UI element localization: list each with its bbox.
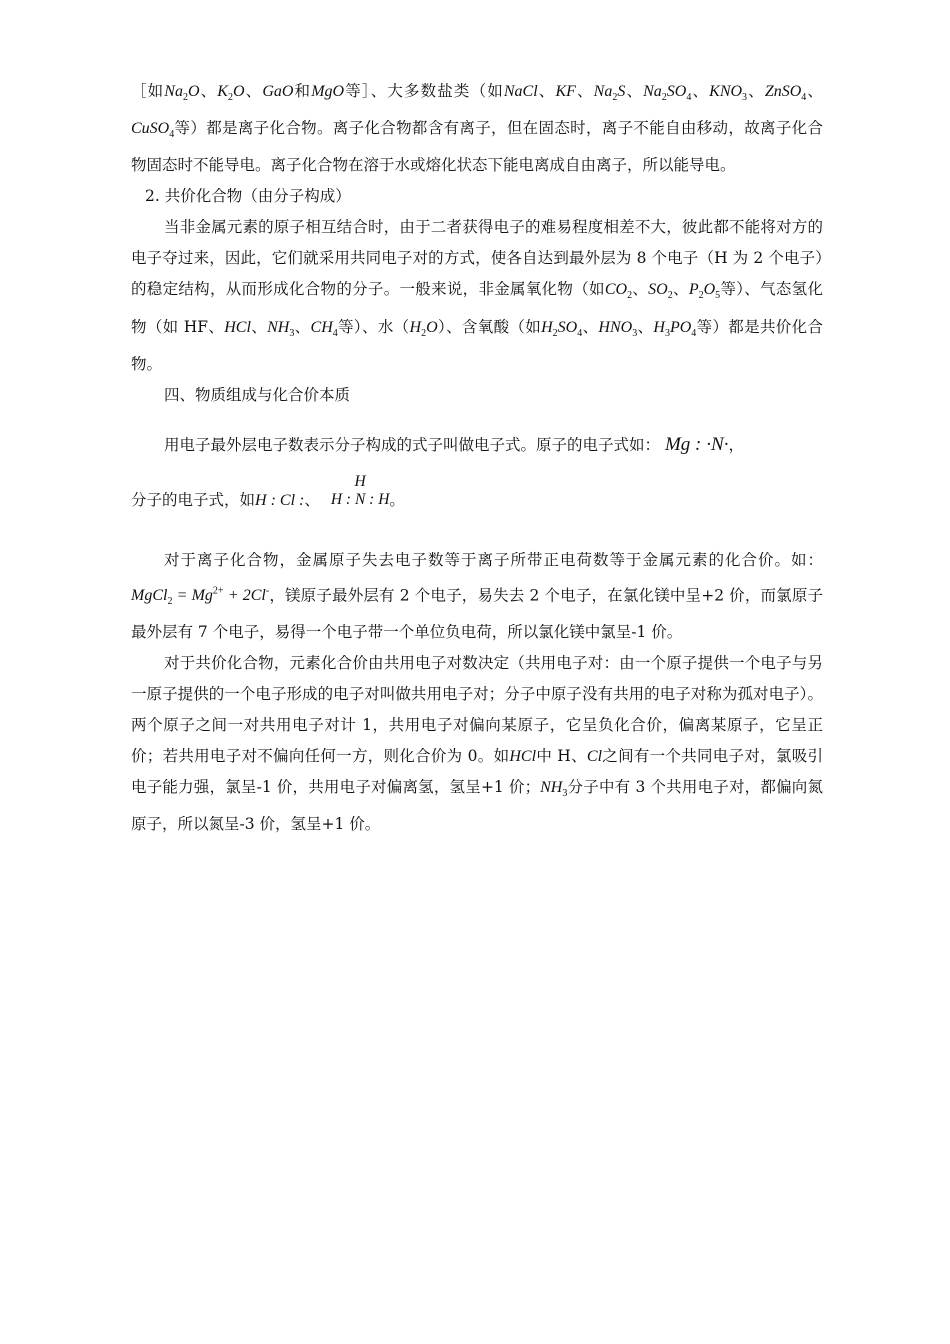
formula-kno3: $KNO_3$ xyxy=(709,83,748,104)
formula-co2: $CO_2$ xyxy=(604,281,633,302)
section-heading-covalent: 2. 共价化合物（由分子构成） xyxy=(145,187,351,206)
paragraph-covalent-compounds: 当非金属元素的原子相互结合时，由于二者获得电子的难易程度相差不大，彼此都不能将对方的电子夺过来，因此，它们就采用共同电子对的方式，使各自达到最外层为 8 个电子（H 为 2 个电子）的稳定结构，从而形成化合物的分子。一般来说，非金属氧化物（如$CO_2$、$SO_2$、$P_2O_5$等）、气态氢化物（如 HF、HCl、$NH_3$、$CH_4$等）、水$(H_2O)$、含氧酸（如$H_2SO_4$、$HNO_3$、$H_3PO_4$等）都是共价化合物。 xyxy=(131,218,823,373)
paragraph-ionic-valence: 对于离子化合物，金属原子失去电子数等于离子所带正电荷数等于金属元素的化合价。如：MgCl$_2$ = $Mg^{2+} + 2Cl^-$，镁原子最外层有 2 个电子，易失去 2 个电子，在氯化镁中呈+2 价，而氯原子最外层有 7 个电子，易得一个电子带一个单位负电荷，所以氯化镁中氯呈-1 价。 xyxy=(131,550,823,642)
formula-na2so4: $Na_2SO_4$ xyxy=(643,83,692,104)
formula-so2: $SO_2$ xyxy=(648,281,673,302)
formula-na2s: $Na_2S$ xyxy=(593,83,626,104)
formula-ch4: $CH_4$ xyxy=(310,318,338,339)
formula-mgcl2-ionization: MgCl$_2$ = $Mg^{2+} + 2Cl^-$ xyxy=(131,585,270,608)
paragraph-covalent-valence: 对于共价化合物，元素化合价由共用电子对数决定（共用电子对：由一个原子提供一个电子与另一原子提供的一个电子形成的电子对叫做共用电子对；分子中原子没有共用的电子对称为孤对电子）。两个原子之间一对共用电子对计 1，共用电子对偏向某原子，它呈负化合价，偏离某原子，它呈正价；若共用电子对不偏向任何一方，则化合价为 0。如HCl中 H、Cl之间有一个共同电子对，氯吸引电子能力强，氯呈-1 价，共用电子对偏离氢，氢呈+1 价；$NH_3$分子中有 3 个共用电子对，都偏向氮原子，所以氮呈-3 价，氢呈+1 价。 xyxy=(131,654,823,834)
formula-hno3: $HNO_3$ xyxy=(598,318,638,339)
formula-hcl-2: HCl xyxy=(509,748,537,766)
formula-gao: GaO xyxy=(262,83,294,100)
formula-nh3-2: $NH_3$ xyxy=(540,779,568,800)
text: 等）都是离子化合物。离子化合物都含有离子，但在固态时，离子不能自由移动，故离子化合物固态时不能导电。离子化合物在溶于水或熔化状态下能电离成自由离子，所以能导电。 xyxy=(131,119,823,175)
formula-h2so4: $H_2SO_4$ xyxy=(541,318,583,339)
formula-p2o5: $P_2O_5$ xyxy=(688,281,721,302)
paragraph-ionic-compounds: ［如$Na_2O$、$K_2O$、GaO和MgO等］、大多数盐类（如NaCl、KF、$Na_2S$、$Na_2SO_4$、$KNO_3$、ZnSO$_4$、CuSO$_4$等）都是离子化合物。离子化合物都含有离子，但在固态时，离子不能自由移动，故离子化合物固态时不能导电。离子化合物在溶于水或熔化状态下能电离成自由离子，所以能导电。 xyxy=(131,82,823,175)
formula-cuso4: CuSO$_4$ xyxy=(131,120,175,141)
document-body xyxy=(131,76,823,840)
paragraph-electron-formula-molecules: 分子的电子式，如H : Cl :、 H H : N : H 。 xyxy=(131,472,405,509)
formula-kf: KF xyxy=(555,83,576,100)
paragraph-electron-formula-atoms: 用电子最外层电子数表示分子构成的式子叫做电子式。原子的电子式如： Mg : ·N·， xyxy=(164,433,744,455)
formula-mg-electron: Mg : xyxy=(664,433,702,455)
formula-n-electron: ·N· xyxy=(706,433,729,455)
formula-nh3-electron: H H : N : H xyxy=(330,472,390,508)
text: ［如 xyxy=(131,82,165,100)
formula-k2o: $K_2O$ xyxy=(217,83,245,104)
formula-cl: Cl xyxy=(586,748,603,766)
formula-na2o: $Na_2O$ xyxy=(164,83,200,104)
formula-h3po4: $H_3PO_4$ xyxy=(653,318,697,339)
section-heading-valence: 四、物质组成与化合价本质 xyxy=(164,385,351,404)
formula-hcl: HCl xyxy=(224,318,251,336)
formula-nacl: NaCl xyxy=(503,83,538,100)
formula-hcl-electron: H : Cl : xyxy=(255,491,305,509)
formula-h2o: $H_2O$ xyxy=(409,318,438,339)
formula-mgo: MgO xyxy=(311,83,345,100)
formula-znso4: ZnSO$_4$ xyxy=(764,83,807,104)
formula-nh3: $NH_3$ xyxy=(267,318,295,339)
